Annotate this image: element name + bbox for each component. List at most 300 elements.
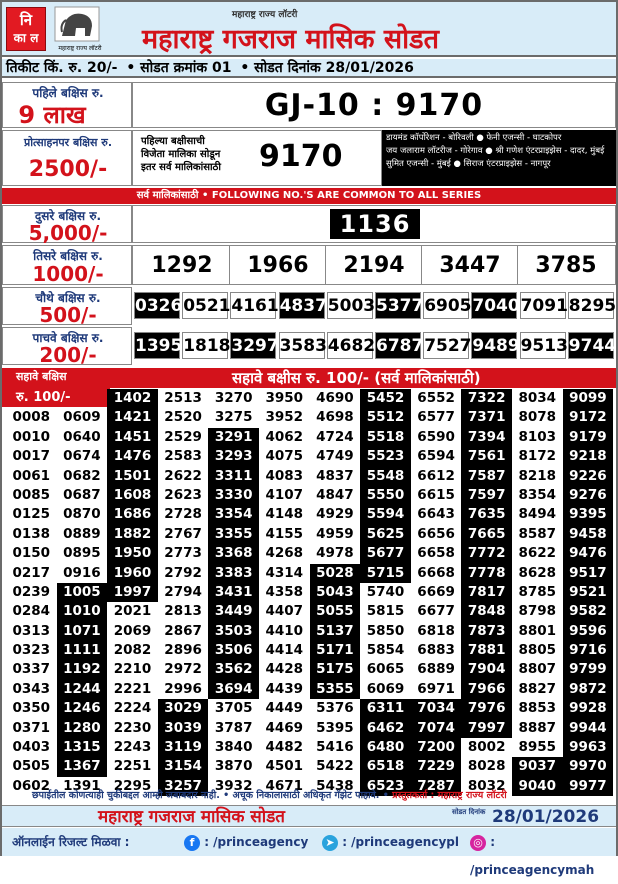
sixth-prize-number: 2224 [113, 700, 152, 717]
sixth-prize-number: 4083 [265, 467, 304, 484]
sixth-prize-number: 1501 [107, 467, 158, 486]
draw-number: • सोडत क्रमांक 01 [126, 60, 232, 76]
sixth-prize-number: 7229 [411, 757, 462, 776]
sixth-prize-number: 4978 [316, 545, 354, 562]
sixth-prize-number: 7200 [411, 738, 462, 757]
sixth-prize-column [57, 389, 108, 796]
sixth-prize-number: 1476 [107, 447, 158, 466]
divider [229, 245, 230, 285]
sixth-prize-number: 7881 [461, 641, 512, 660]
sixth-prize-number: 4724 [316, 428, 354, 445]
sixth-prize-number: 3257 [158, 777, 209, 796]
telegram-link[interactable] [322, 828, 459, 856]
sixth-prize-number: 2221 [113, 680, 152, 697]
sixth-prize-number: 8032 [467, 777, 506, 794]
third-prize-amount: 1000/- [32, 262, 104, 286]
sixth-prize-number: 8494 [518, 506, 557, 523]
sixth-prize-number: 5677 [360, 544, 411, 563]
prot-text-line: विजेता मालिका सोडून [141, 149, 221, 160]
common-series-bar: सर्व मालिकांसाठी • FOLLOWING NO.'S ARE COMMON TO ALL SERIES [2, 188, 616, 204]
sixth-prize-number: 4075 [265, 448, 304, 465]
sixth-prize-number: 2021 [113, 603, 152, 620]
sixth-prize-number: 0687 [63, 486, 101, 503]
sixth-prize-number: 0337 [12, 661, 51, 678]
sixth-prize-number: 9040 [512, 777, 563, 796]
sixth-prize-number: 0640 [63, 428, 101, 445]
sixth-prize-number: 4155 [265, 525, 304, 542]
sixth-prize-number: 0609 [63, 409, 101, 426]
sixth-prize-number: 5376 [316, 700, 354, 717]
sixth-prize-number: 3039 [158, 719, 209, 738]
sixth-prize-number: 3354 [208, 505, 259, 524]
sixth-prize-number: 2623 [164, 486, 202, 503]
third-prize-number: 3785 [535, 253, 597, 278]
sixth-prize-number: 6462 [360, 719, 411, 738]
sixth-prize-number: 3330 [208, 486, 259, 505]
sixth-prize-number: 9716 [563, 641, 614, 660]
sixth-prize-number: 2082 [113, 642, 152, 659]
sixth-prize-number: 3932 [214, 777, 253, 794]
sixth-prize-number: 1005 [57, 583, 108, 602]
sixth-prize-number: 7597 [461, 486, 512, 505]
small-title: महाराष्ट्र राज्य लॉटरी [232, 10, 298, 20]
sixth-prize-number: 3562 [208, 660, 259, 679]
sixth-prize-number: 7817 [461, 583, 512, 602]
sixth-prize-number: 8002 [467, 739, 506, 756]
sixth-prize-number: 3291 [208, 428, 259, 447]
sixth-prize-number: 1686 [107, 505, 158, 524]
divider [325, 245, 326, 285]
fourth-prize-label: चौथे बक्षिस रु. [35, 291, 101, 305]
sixth-prize-number: 8827 [518, 680, 557, 697]
sixth-prize-number: 4062 [265, 428, 304, 445]
sixth-prize-number: 6818 [417, 622, 455, 639]
prot-prize-text [141, 135, 221, 174]
second-prize-label-box [2, 205, 132, 243]
sixth-prize-number: 6889 [417, 661, 455, 678]
sixth-prize-number: 2520 [164, 409, 202, 426]
sixth-prize-column [310, 389, 361, 796]
first-prize-label-box [2, 82, 132, 128]
sixth-prize-number: 1246 [57, 699, 108, 718]
sixth-prize-number: 3449 [208, 602, 259, 621]
sixth-prize-number: 0061 [12, 467, 51, 484]
telegram-icon: ➤ [322, 835, 338, 851]
sixth-prize-number: 1950 [107, 544, 158, 563]
sixth-prize-number: 9037 [512, 757, 563, 776]
sixth-prize-number: 3293 [208, 447, 259, 466]
fifth-prize-label-box [2, 327, 132, 365]
footer-date: 28/01/2026 [492, 807, 600, 827]
sixth-prize-number: 3029 [158, 699, 209, 718]
sixth-prize-number: 2972 [164, 661, 202, 678]
sixth-prize-number: 7778 [461, 564, 512, 583]
sixth-prize-number: 2996 [164, 680, 202, 697]
sixth-prize-number: 4407 [265, 603, 304, 620]
sixth-prize-number: 3383 [208, 564, 259, 583]
sixth-prize-number: 4268 [265, 545, 304, 562]
prot-prize-amount: 2500/- [28, 157, 108, 182]
sixth-prize-number: 5815 [366, 603, 405, 620]
fourth-prize-label-box [2, 287, 132, 325]
sixth-prize-column [411, 389, 462, 796]
first-prize-number: GJ-10 : 9170 [132, 82, 616, 128]
sixth-prize-number: 3154 [158, 757, 209, 776]
sixth-prize-number: 4314 [265, 564, 304, 581]
sixth-prize-number [57, 389, 108, 408]
prize-number-cell: 7040 [471, 292, 517, 319]
ticket-bar [2, 59, 616, 78]
sixth-prize-number: 1960 [107, 564, 158, 583]
sixth-prize-column [360, 389, 411, 796]
sixth-prize-number: 0371 [12, 719, 51, 736]
sixth-prize-number: 0125 [12, 506, 51, 523]
header-band [2, 2, 616, 57]
sixth-prize-column [107, 389, 158, 796]
sixth-prize-number: 8587 [518, 525, 557, 542]
sixth-prize-number: 6669 [417, 583, 455, 600]
sixth-prize-number: 2767 [164, 525, 202, 542]
sixth-prize-number: 9179 [563, 428, 614, 447]
agency-line: सुमित एजन्सी - मुंबई ● सिराज एंटरप्राइझेस - नागपूर [386, 159, 551, 169]
prize-number-cell: 5377 [375, 292, 421, 319]
sixth-prize-number: 3503 [208, 622, 259, 641]
prot-prize-label: प्रोत्साहनपर बक्षिस रु. [23, 136, 113, 149]
fifth-prize-label: पाचवे बक्षिस रु. [32, 331, 104, 345]
sixth-prize-number: 9099 [563, 389, 614, 408]
prize-number-cell: 4837 [279, 292, 325, 319]
prot-text-line: पहिल्या बक्षीसाची [141, 136, 205, 147]
sixth-prize-number: 5512 [360, 408, 411, 427]
sixth-prize-number: 1421 [107, 408, 158, 427]
sixth-prize-number: 5171 [310, 641, 361, 660]
sixth-prize-number: 3311 [208, 467, 259, 486]
sixth-prize-number: 2813 [164, 603, 202, 620]
sixth-prize-number: 0403 [12, 739, 51, 756]
sixth-prize-number: 9517 [563, 564, 614, 583]
sixth-prize-column [208, 389, 259, 796]
sixth-prize-number: 2728 [164, 506, 202, 523]
sixth-prize-number: 1367 [57, 757, 108, 776]
sixth-prize-number: 2069 [113, 622, 152, 639]
sixth-prize-number: 7976 [461, 699, 512, 718]
sixth-prize-number: 8172 [518, 448, 557, 465]
prot-text-line: इतर सर्व मालिकांसाठी [141, 162, 221, 173]
sixth-prize-number: 4469 [265, 719, 304, 736]
sixth-prize-number: 9521 [563, 583, 614, 602]
sixth-prize-number: 5523 [360, 447, 411, 466]
third-prize-label-box [2, 245, 132, 285]
sixth-prize-number: 5438 [316, 777, 354, 794]
sixth-prize-number: 1111 [57, 641, 108, 660]
prize-number-cell: 0521 [182, 292, 228, 319]
sixth-prize-number: 8354 [518, 486, 557, 503]
sixth-prize-number: 6311 [360, 699, 411, 718]
sixth-prize-column [512, 389, 563, 796]
logo-caption: महाराष्ट्र राज्य लॉटरी [58, 45, 102, 52]
sixth-prize-number: 0916 [63, 564, 101, 581]
prize-number-cell: 3297 [230, 332, 276, 359]
sixth-prize-number: 6656 [417, 525, 455, 542]
sixth-prize-number: 5043 [310, 583, 361, 602]
sixth-prize-title: सहावे बक्षीस रु. 100/- (सर्व मालिकांसाठी) [232, 369, 481, 387]
prize-number-cell: 1818 [182, 332, 228, 359]
sixth-prize-number: 8887 [518, 719, 557, 736]
sixth-prize-number: 0138 [12, 525, 51, 542]
sixth-prize-number: 0343 [12, 680, 51, 697]
sixth-prize-number: 6668 [417, 564, 455, 581]
second-prize-number: 1136 [330, 209, 420, 239]
agency-line: डायमंड कॉर्पोरेशन - बोरिवली ● फेनी एजन्सी - घाटकोपर [386, 133, 562, 143]
sixth-prize-amount: रु. 100/- [16, 390, 71, 405]
sixth-prize-number: 2773 [164, 545, 202, 562]
sixth-prize-number: 9963 [563, 738, 614, 757]
sixth-prize-number: 6971 [417, 680, 455, 697]
sixth-prize-number: 6643 [417, 506, 455, 523]
sixth-prize-number: 6594 [417, 448, 455, 465]
sixth-prize-number: 1192 [57, 660, 108, 679]
third-prize-number: 2194 [343, 253, 405, 278]
sixth-prize-number: 1882 [107, 525, 158, 544]
second-prize-label: दुसरे बक्षिस रु. [34, 209, 102, 223]
sixth-prize-number: 5548 [360, 467, 411, 486]
telegram-handle: : /princeagencypl [342, 835, 459, 849]
sixth-prize-number: 5055 [310, 602, 361, 621]
sixth-prize-number: 8218 [518, 467, 557, 484]
sixth-prize-number: 9582 [563, 602, 614, 621]
sixth-prize-number: 5850 [366, 622, 405, 639]
sixth-prize-column [461, 389, 512, 796]
sixth-prize-number: 5416 [316, 739, 354, 756]
sixth-prize-number: 3705 [214, 700, 253, 717]
sixth-prize-number: 5518 [360, 428, 411, 447]
sixth-prize-number: 4501 [265, 758, 304, 775]
sixth-prize-number: 1451 [107, 428, 158, 447]
sixth-prize-number: 1280 [57, 719, 108, 738]
sixth-prize-number: 9395 [563, 505, 614, 524]
sixth-prize-number: 5355 [310, 680, 361, 699]
disclaimer-bar [2, 787, 616, 805]
prize-number-cell: 9489 [471, 332, 517, 359]
prize-number-cell: 0326 [134, 292, 180, 319]
sixth-prize-number: 7322 [461, 389, 512, 408]
prize-number-cell: 6905 [423, 292, 469, 319]
sixth-prize-number: 7904 [461, 660, 512, 679]
divider [421, 245, 422, 285]
nikal-char: ल [30, 31, 39, 45]
sixth-prize-number: 4671 [265, 777, 304, 794]
sixth-prize-number: 9872 [563, 680, 614, 699]
prot-prize-number: 9170 [259, 139, 343, 174]
sixth-prize-number: 0674 [63, 448, 101, 465]
presenter: प्रस्तुतकर्ता : महाराष्ट्र राज्य लॉटरी [392, 790, 507, 801]
sixth-prize-number: 3694 [208, 680, 259, 699]
sixth-prize-number: 6065 [366, 661, 405, 678]
facebook-link[interactable] [184, 828, 308, 856]
facebook-handle: : /princeagency [204, 835, 309, 849]
sixth-prize-number: 7848 [461, 602, 512, 621]
third-prize-number: 1292 [151, 253, 213, 278]
sixth-prize-number: 0010 [12, 428, 51, 445]
sixth-prize-number: 0602 [12, 777, 51, 794]
sixth-prize-number: 8955 [518, 739, 557, 756]
page-title: महाराष्ट्र गजराज मासिक सोडत [142, 24, 439, 55]
disclaimer: छपाईतील कोणत्याही चुकीबद्दल आम्ही जबाबदार नाही. • अचूक निकालासाठी अधिकृत गॅझेट पाहावे. • [32, 790, 389, 801]
sixth-prize-number: 4107 [265, 486, 304, 503]
prize-number-cell: 4682 [327, 332, 373, 359]
sixth-prize-number: 0239 [12, 583, 51, 600]
sixth-prize-number: 0008 [12, 409, 51, 426]
sixth-prize-number: 5028 [310, 564, 361, 583]
lottery-logo-icon [54, 6, 100, 42]
sixth-prize-number: 6590 [417, 428, 455, 445]
sixth-prize-number: 9977 [563, 777, 614, 796]
sixth-prize-number: 0313 [12, 622, 51, 639]
sixth-prize-number: 7997 [461, 719, 512, 738]
prize-number-cell: 6787 [375, 332, 421, 359]
prize-number-cell: 1395 [134, 332, 180, 359]
sixth-prize-number: 1010 [57, 602, 108, 621]
sixth-prize-number: 0505 [12, 758, 51, 775]
sixth-prize-number: 9970 [563, 757, 614, 776]
sixth-prize-number: 0870 [63, 506, 101, 523]
sixth-prize-number: 8785 [518, 583, 557, 600]
sixth-prize-number: 7074 [411, 719, 462, 738]
sixth-prize-number: 8807 [518, 661, 557, 678]
sixth-prize-number: 0217 [12, 564, 51, 581]
sixth-prize-number: 4959 [316, 525, 354, 542]
sixth-prize-number: 6658 [417, 545, 455, 562]
sixth-prize-number: 4449 [265, 700, 304, 717]
sixth-prize-number: 1997 [107, 583, 158, 602]
sixth-prize-number: 3275 [214, 409, 253, 426]
prize-number-cell: 4161 [230, 292, 276, 319]
sixth-prize-number: 7034 [411, 699, 462, 718]
sixth-prize-number: 4690 [316, 390, 354, 406]
sixth-prize-number: 4837 [316, 467, 354, 484]
fifth-prize-amount: 200/- [39, 343, 97, 367]
sixth-prize-number: 6069 [366, 680, 405, 697]
sixth-prize-number: 3506 [208, 641, 259, 660]
sixth-prize-number: 4929 [316, 506, 354, 523]
prot-prize-box [132, 130, 382, 186]
sixth-prize-number: 2794 [164, 583, 202, 600]
sixth-prize-number: 3950 [265, 390, 304, 406]
sixth-prize-number: 5854 [366, 642, 405, 659]
sixth-prize-column [6, 389, 57, 796]
sixth-prize-number: 1402 [107, 389, 158, 408]
sixth-prize-number: 8078 [518, 409, 557, 426]
sixth-prize-number: 6577 [417, 409, 455, 426]
footer-title: महाराष्ट्र गजराज मासिक सोडत [98, 807, 285, 827]
sixth-prize-number: 5740 [366, 583, 405, 600]
sixth-prize-number: 1391 [63, 777, 101, 794]
agency-line: जय जलाराम लॉटरीज - गोरेगाव ● श्री गणेश एंटरप्राइझेस - दादर, मुंबई [386, 146, 605, 156]
sixth-prize-number: 4358 [265, 583, 304, 600]
sixth-prize-number: 8805 [518, 642, 557, 659]
sixth-prize-number: 5550 [360, 486, 411, 505]
divider [517, 245, 518, 285]
sixth-prize-number: 0682 [63, 467, 101, 484]
sixth-prize-number: 6523 [360, 777, 411, 796]
sixth-prize-number: 1071 [57, 622, 108, 641]
sixth-prize-number: 8853 [518, 700, 557, 717]
sixth-prize-number: 8034 [518, 390, 557, 406]
sixth-prize-number: 4414 [265, 642, 304, 659]
sixth-prize-number: 7561 [461, 447, 512, 466]
sixth-prize-number: 5715 [360, 564, 411, 583]
sixth-prize-number: 8622 [518, 545, 557, 562]
sixth-prize-number: 2513 [164, 390, 202, 406]
sixth-prize-number: 6480 [360, 738, 411, 757]
sixth-prize-number: 5594 [360, 505, 411, 524]
sixth-prize-number: 7873 [461, 622, 512, 641]
nikal-char: का [13, 31, 26, 45]
sixth-prize-number: 2251 [113, 758, 152, 775]
prize-number-cell: 9513 [520, 332, 566, 359]
prize-number-cell: 7527 [423, 332, 469, 359]
sixth-prize-number: 2529 [164, 428, 202, 445]
sixth-prize-number: 8798 [518, 603, 557, 620]
sixth-prize-number: 4439 [265, 680, 304, 697]
sixth-prize-number: 5175 [310, 660, 361, 679]
sixth-prize-number: 6612 [417, 467, 455, 484]
sixth-prize-number: 7772 [461, 544, 512, 563]
sixth-prize-column [563, 389, 614, 796]
sixth-prize-number [6, 389, 57, 408]
sixth-prize-number: 7635 [461, 505, 512, 524]
agency-list [382, 130, 616, 186]
sixth-prize-number: 1608 [107, 486, 158, 505]
nikal-char: नि [19, 11, 33, 29]
sixth-prize-number: 2622 [164, 467, 202, 484]
instagram-link[interactable] [470, 828, 616, 884]
sixth-prize-number: 6677 [417, 603, 455, 620]
sixth-prize-number: 9218 [563, 447, 614, 466]
sixth-prize-number: 8801 [518, 622, 557, 639]
nikal-badge [6, 7, 46, 51]
first-prize-label: पहिले बक्षिस रु. [32, 86, 104, 100]
sixth-prize-number: 0085 [12, 486, 51, 503]
sixth-prize-number: 9928 [563, 699, 614, 718]
prize-number-cell: 9744 [568, 332, 614, 359]
sixth-prize-number: 5137 [310, 622, 361, 641]
sixth-prize-number: 4749 [316, 448, 354, 465]
sixth-prize-number: 4410 [265, 622, 304, 639]
third-prize-label: तिसरे बक्षिस रु. [33, 249, 103, 263]
draw-date: • सोडत दिनांक 28/01/2026 [240, 60, 414, 76]
prize-number-cell: 5003 [327, 292, 373, 319]
sixth-prize-number: 0017 [12, 448, 51, 465]
sixth-prize-number: 2896 [164, 642, 202, 659]
sixth-prize-number: 3355 [208, 525, 259, 544]
sixth-prize-number: 7966 [461, 680, 512, 699]
sixth-prize-number: 9476 [563, 544, 614, 563]
sixth-prize-number: 9172 [563, 408, 614, 427]
instagram-icon: ◎ [470, 835, 486, 851]
sixth-prize-number: 5395 [316, 719, 354, 736]
sixth-prize-number: 3431 [208, 583, 259, 602]
sixth-prize-number: 9944 [563, 719, 614, 738]
first-prize-amount: 9 लाख [18, 101, 86, 129]
sixth-prize-number: 6518 [360, 757, 411, 776]
sixth-prize-number: 4847 [316, 486, 354, 503]
sixth-prize-number: 7587 [461, 467, 512, 486]
sixth-prize-number: 0895 [63, 545, 101, 562]
sixth-prize-number: 1315 [57, 738, 108, 757]
sixth-prize-number: 0323 [12, 642, 51, 659]
sixth-prize-number: 6883 [417, 642, 455, 659]
